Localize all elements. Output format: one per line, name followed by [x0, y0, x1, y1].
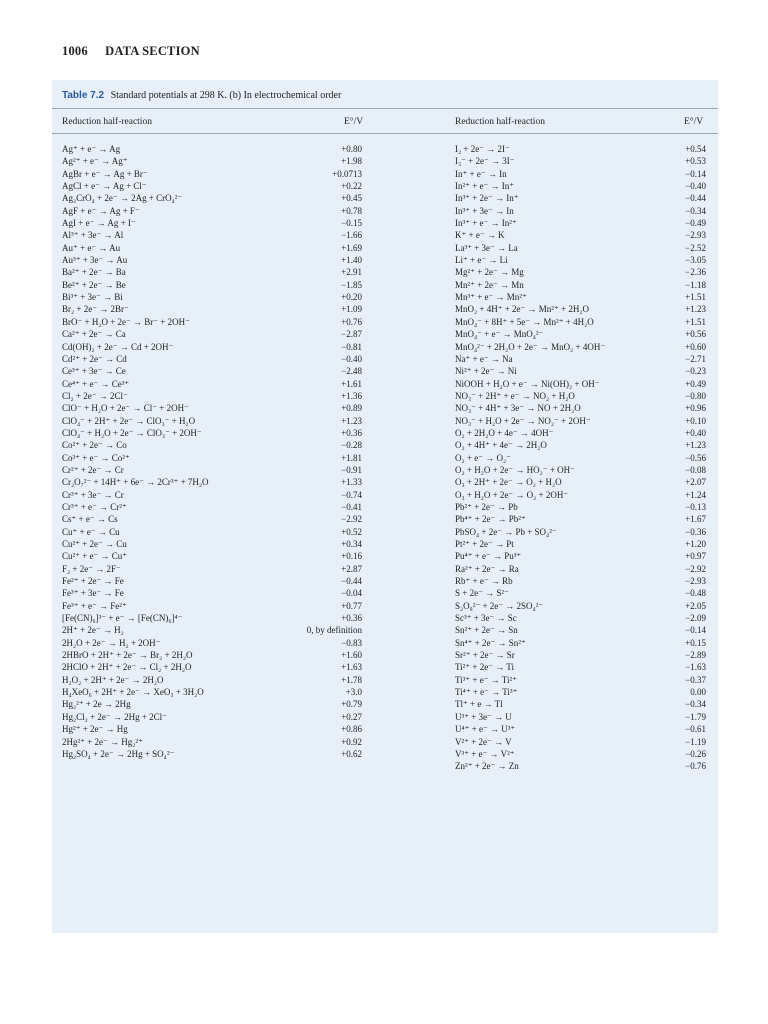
table-row [52, 624, 718, 636]
right-column [52, 143, 718, 773]
standard-potential: +1.36 [341, 390, 362, 401]
standard-potential: +3.0 [345, 687, 362, 698]
half-reaction: 2H₂O + 2e⁻ → H₂ + 2OH⁻ [62, 637, 161, 648]
half-reaction: AgCl + e⁻ → Ag + Cl⁻ [62, 181, 147, 192]
table-row [52, 229, 718, 241]
half-reaction: H₂O₂ + 2H⁺ + 2e⁻ → 2H₂O [62, 674, 164, 685]
standard-potential: +0.40 [685, 427, 706, 438]
standard-potential: −0.23 [685, 366, 706, 377]
standard-potential: −0.49 [685, 218, 706, 229]
table-row [52, 563, 718, 575]
half-reaction: S + 2e⁻ → S²⁻ [455, 588, 509, 599]
half-reaction: Sn⁴⁺ + 2e⁻ → Sn²⁺ [455, 637, 526, 648]
table-row [52, 587, 718, 599]
half-reaction: Cl₂ + 2e⁻ → 2Cl⁻ [62, 390, 128, 401]
half-reaction: Bi³⁺ + 3e⁻ → Bi [62, 292, 123, 303]
table-row [52, 698, 718, 710]
standard-potential: −2.36 [685, 267, 706, 278]
half-reaction: Cd(OH)₂ + 2e⁻ → Cd + 2OH⁻ [62, 341, 174, 352]
half-reaction: Ba²⁺ + 2e⁻ → Ba [62, 267, 126, 278]
half-reaction: [Fe(CN)₆]³⁻ + e⁻ → [Fe(CN)₆]⁴⁻ [62, 613, 183, 624]
half-reaction: Pt²⁺ + 2e⁻ → Pt [455, 539, 514, 549]
standard-potential: +0.78 [341, 205, 362, 216]
standard-potential: −0.44 [341, 576, 362, 587]
standard-potential: −0.04 [341, 588, 362, 599]
table-row [52, 711, 718, 723]
standard-potential: +1.81 [341, 452, 362, 463]
standard-potential: +1.51 [685, 292, 706, 303]
table-row [52, 402, 718, 414]
half-reaction: Ti³⁺ + e⁻ → Ti²⁺ [455, 674, 517, 685]
standard-potential: +0.62 [341, 748, 362, 759]
half-reaction: Pu⁴⁺ + e⁻ → Pu³⁺ [455, 551, 522, 562]
half-reaction: NiOOH + H₂O + e⁻ → Ni(OH)₂ + OH⁻ [455, 378, 600, 389]
half-reaction: Mn²⁺ + 2e⁻ → Mn [455, 279, 524, 290]
standard-potential: +0.49 [685, 378, 706, 389]
half-reaction: Pb⁴⁺ + 2e⁻ → Pb²⁺ [455, 514, 526, 525]
section-title: DATA SECTION [105, 44, 200, 58]
half-reaction: AgF + e⁻ → Ag + F⁻ [62, 205, 140, 216]
half-reaction: Al³⁺ + 3e⁻ → Al [62, 230, 124, 241]
standard-potential: −0.81 [341, 341, 362, 352]
half-reaction: In³⁺ + 3e⁻ → In [455, 205, 514, 216]
standard-potential: +0.60 [685, 341, 706, 352]
standard-potential: −1.19 [685, 736, 706, 747]
half-reaction: Ni²⁺ + 2e⁻ → Ni [455, 366, 517, 377]
standard-potential: −0.15 [341, 218, 362, 229]
half-reaction: V²⁺ + 2e⁻ → V [455, 736, 512, 747]
standard-potential: +0.54 [685, 144, 706, 154]
standard-potential: +0.96 [685, 403, 706, 414]
half-reaction: MnO₄⁻ + 8H⁺ + 5e⁻ → Mn²⁺ + 4H₂O [455, 316, 594, 327]
standard-potential: −0.48 [685, 588, 706, 599]
table-row [52, 279, 718, 291]
half-reaction: MnO₂ + 4H⁺ + 2e⁻ → Mn²⁺ + 2H₂O [455, 304, 589, 315]
standard-potential: −1.85 [341, 279, 362, 290]
table-row [52, 291, 718, 303]
half-reaction: ClO₄⁻ + 2H⁺ + 2e⁻ → ClO₃⁻ + H₂O [62, 415, 196, 426]
half-reaction: In²⁺ + e⁻ → In⁺ [455, 181, 515, 192]
standard-potential: −0.40 [685, 181, 706, 192]
table-row [52, 217, 718, 229]
standard-potential: +1.09 [341, 304, 362, 315]
standard-potential: −2.52 [685, 242, 706, 253]
half-reaction: Ti²⁺ + 2e⁻ → Ti [455, 662, 514, 673]
half-reaction: O₃ + H₂O + 2e⁻ → O₂ + 2OH⁻ [455, 489, 569, 500]
standard-potential: −0.08 [685, 464, 706, 475]
half-reaction: Hg₂²⁺ + 2e → 2Hg [62, 699, 131, 710]
standard-potential: 0, by definition [306, 625, 362, 636]
half-reaction: I₃⁻ + 2e⁻ → 3I⁻ [455, 156, 515, 167]
table-row [52, 316, 718, 328]
half-reaction: BrO⁻ + H₂O + 2e⁻ → Br⁻ + 2OH⁻ [62, 316, 190, 327]
half-reaction: Sc³⁺ + 3e⁻ → Sc [455, 613, 517, 624]
half-reaction: Co²⁺ + 2e⁻ → Co [62, 440, 127, 451]
half-reaction: Cd²⁺ + 2e⁻ → Cd [62, 353, 127, 364]
table-row [52, 303, 718, 315]
standard-potential: −2.48 [341, 366, 362, 377]
half-reaction: Fe²⁺ + 2e⁻ → Fe [62, 576, 124, 587]
half-reaction: Au³⁺ + 3e⁻ → Au [62, 255, 128, 266]
standard-potential: −0.74 [341, 489, 362, 500]
table-row [52, 464, 718, 476]
standard-potential: +0.0713 [332, 168, 362, 179]
standard-potential: +0.52 [341, 526, 362, 537]
half-reaction: NO₃⁻ + H₂O + 2e⁻ → NO₂⁻ + 2OH⁻ [455, 415, 591, 426]
standard-potential: −0.80 [685, 390, 706, 401]
table-row [52, 748, 718, 760]
standard-potential: +0.36 [341, 613, 362, 624]
table-row [52, 452, 718, 464]
standard-potential: −0.61 [685, 724, 706, 735]
table-rule-top [52, 108, 718, 109]
standard-potential: +0.92 [341, 736, 362, 747]
standard-potential: +0.77 [341, 600, 362, 611]
standard-potential: −2.71 [685, 353, 706, 364]
standard-potential: +0.22 [341, 181, 362, 192]
table-row [52, 266, 718, 278]
standard-potential: +1.78 [341, 674, 362, 685]
standard-potential: +1.23 [341, 415, 362, 426]
standard-potential: −0.34 [685, 699, 706, 710]
half-reaction: MnO₄²⁻ + 2H₂O + 2e⁻ → MnO₂ + 4OH⁻ [455, 341, 606, 352]
table-row [52, 513, 718, 525]
table-row [52, 353, 718, 365]
table-row [52, 242, 718, 254]
standard-potential: +1.61 [341, 378, 362, 389]
table-row [52, 661, 718, 673]
table-row [52, 538, 718, 550]
table-row [52, 427, 718, 439]
standard-potential: +0.86 [341, 724, 362, 735]
standard-potential: 0.00 [690, 687, 706, 698]
standard-potential: +1.63 [341, 662, 362, 673]
half-reaction: AgBr + e⁻ → Ag + Br⁻ [62, 168, 148, 179]
half-reaction: Ra²⁺ + 2e⁻ → Ra [455, 563, 519, 574]
half-reaction: H₄XeO₆ + 2H⁺ + 2e⁻ → XeO₃ + 3H₂O [62, 687, 204, 698]
half-reaction: Ca²⁺ + 2e⁻ → Ca [62, 329, 126, 340]
standard-potential: −0.91 [341, 464, 362, 475]
half-reaction: ClO₄⁻ + H₂O + 2e⁻ → ClO₃⁻ + 2OH⁻ [62, 427, 202, 438]
half-reaction: Mn³⁺ + e⁻ → Mn²⁺ [455, 292, 527, 303]
half-reaction: 2HClO + 2H⁺ + 2e⁻ → Cl₂ + 2H₂O [62, 662, 192, 673]
standard-potential: −0.56 [685, 452, 706, 463]
standard-potential: +0.15 [685, 637, 706, 648]
half-reaction: Ti⁴⁺ + e⁻ → Ti³⁺ [455, 687, 518, 698]
table-row [52, 180, 718, 192]
standard-potential: +0.27 [341, 711, 362, 722]
half-reaction: Sn²⁺ + 2e⁻ → Sn [455, 625, 518, 636]
standard-potential: −0.44 [685, 193, 706, 204]
standard-potential: +1.23 [685, 440, 706, 451]
standard-potential: +0.53 [685, 156, 706, 167]
standard-potential: −2.09 [685, 613, 706, 624]
half-reaction: U⁴⁺ + e⁻ → U³⁺ [455, 724, 516, 735]
table-row [52, 476, 718, 488]
table-row [52, 328, 718, 340]
standard-potential: −2.87 [341, 329, 362, 340]
standard-potential: −0.28 [341, 440, 362, 451]
half-reaction: Cu²⁺ + e⁻ → Cu⁺ [62, 551, 128, 562]
half-reaction: AgI + e⁻ → Ag + I⁻ [62, 218, 136, 229]
standard-potential: +0.34 [341, 539, 362, 549]
table-row [52, 489, 718, 501]
standard-potential: −1.18 [685, 279, 706, 290]
table-row [52, 760, 718, 772]
standard-potential: −0.36 [685, 526, 706, 537]
half-reaction: Hg₂Cl₂ + 2e⁻ → 2Hg + 2Cl⁻ [62, 711, 167, 722]
table-row [52, 205, 718, 217]
half-reaction: Ag²⁺ + e⁻ → Ag⁺ [62, 156, 128, 167]
half-reaction: Cr₂O₇²⁻ + 14H⁺ + 6e⁻ → 2Cr³⁺ + 7H₂O [62, 477, 209, 488]
half-reaction: Hg₂SO₄ + 2e⁻ → 2Hg + SO₄²⁻ [62, 748, 175, 759]
standard-potential: +1.67 [685, 514, 706, 525]
half-reaction: Cu⁺ + e⁻ → Cu [62, 526, 120, 537]
table-row [52, 550, 718, 562]
col-header-reaction-left: Reduction half-reaction [62, 117, 152, 127]
standard-potential: −2.89 [685, 650, 706, 661]
col-header-potential-left: E°/V [344, 117, 364, 127]
table-row [52, 526, 718, 538]
standard-potential: −0.34 [685, 205, 706, 216]
standard-potential: +0.45 [341, 193, 362, 204]
half-reaction: Ag₂CrO₄ + 2e⁻ → 2Ag + CrO₄²⁻ [62, 193, 183, 204]
half-reaction: Fe³⁺ + 3e⁻ → Fe [62, 588, 124, 599]
table-row [52, 686, 718, 698]
half-reaction: O₂ + 2H₂O + 4e⁻ → 4OH⁻ [455, 427, 554, 438]
page-number: 1006 [62, 44, 88, 58]
half-reaction: NO₃⁻ + 2H⁺ + e⁻ → NO₂ + H₂O [455, 390, 575, 401]
table-row [52, 192, 718, 204]
standard-potential: −2.92 [685, 563, 706, 574]
standard-potential: −3.05 [685, 255, 706, 266]
half-reaction: F₂ + 2e⁻ → 2F⁻ [62, 563, 121, 574]
table-row [52, 415, 718, 427]
half-reaction: Rb⁺ + e⁻ → Rb [455, 576, 513, 587]
table-row [52, 390, 718, 402]
table-row [52, 143, 718, 155]
standard-potential: +0.76 [341, 316, 362, 327]
table-row [52, 155, 718, 167]
col-header-potential-right: E°/V [684, 117, 704, 127]
table-row [52, 501, 718, 513]
standard-potential: −0.76 [685, 761, 706, 772]
half-reaction: PbSO₄ + 2e⁻ → Pb + SO₄²⁻ [455, 526, 557, 537]
standard-potential: +1.20 [685, 539, 706, 549]
half-reaction: Pb²⁺ + 2e⁻ → Pb [455, 501, 518, 512]
table-row [52, 254, 718, 266]
half-reaction: O₂ + 4H⁺ + 4e⁻ → 2H₂O [455, 440, 547, 451]
half-reaction: Mg²⁺ + 2e⁻ → Mg [455, 267, 524, 278]
half-reaction: Br₂ + 2e⁻ → 2Br⁻ [62, 304, 129, 315]
half-reaction: Cr³⁺ + e⁻ → Cr²⁺ [62, 501, 127, 512]
standard-potential: +0.89 [341, 403, 362, 414]
standard-potential: +1.60 [341, 650, 362, 661]
table-row [52, 378, 718, 390]
standard-potential: −1.66 [341, 230, 362, 241]
standard-potential: +0.16 [341, 551, 362, 562]
half-reaction: 2H⁺ + 2e⁻ → H₂ [62, 625, 124, 636]
standard-potential: +1.24 [685, 489, 706, 500]
standard-potential: +0.56 [685, 329, 706, 340]
table-rule-header [52, 133, 718, 134]
half-reaction: S₂O₈²⁻ + 2e⁻ → 2SO₄²⁻ [455, 600, 544, 611]
half-reaction: Cr³⁺ + 3e⁻ → Cr [62, 489, 124, 500]
table-row [52, 365, 718, 377]
standard-potential: +2.87 [341, 563, 362, 574]
half-reaction: Zn²⁺ + 2e⁻ → Zn [455, 761, 519, 772]
half-reaction: Ag⁺ + e⁻ → Ag [62, 144, 121, 154]
standard-potential: −0.41 [341, 501, 362, 512]
half-reaction: MnO₄⁻ + e⁻ → MnO₄²⁻ [455, 329, 544, 340]
half-reaction: Cr²⁺ + 2e⁻ → Cr [62, 464, 124, 475]
table-row [52, 612, 718, 624]
half-reaction: V³⁺ + e⁻ → V²⁺ [455, 748, 515, 759]
standard-potential: +0.79 [341, 699, 362, 710]
table-row [52, 736, 718, 748]
half-reaction: O₂ + H₂O + 2e⁻ → HO₂⁻ + OH⁻ [455, 464, 575, 475]
half-reaction: K⁺ + e⁻ → K [455, 230, 505, 241]
half-reaction: Cs⁺ + e⁻ → Cs [62, 514, 118, 525]
standard-potential: +1.51 [685, 316, 706, 327]
half-reaction: Au⁺ + e⁻ → Au [62, 242, 121, 253]
half-reaction: Be²⁺ + 2e⁻ → Be [62, 279, 126, 290]
half-reaction: U³⁺ + 3e⁻ → U [455, 711, 512, 722]
standard-potential: −0.14 [685, 625, 706, 636]
table-row [52, 439, 718, 451]
table-row [52, 600, 718, 612]
table-caption [62, 90, 341, 101]
half-reaction: Sr²⁺ + 2e⁻ → Sr [455, 650, 515, 661]
half-reaction: Ce³⁺ + 3e⁻ → Ce [62, 366, 126, 377]
standard-potential: −0.26 [685, 748, 706, 759]
standard-potential: +1.40 [341, 255, 362, 266]
half-reaction: Li⁺ + e⁻ → Li [455, 255, 508, 266]
standard-potential: +1.69 [341, 242, 362, 253]
data-table [52, 80, 718, 933]
half-reaction: NO₃⁻ + 4H⁺ + 3e⁻ → NO + 2H₂O [455, 403, 581, 414]
standard-potential: +0.80 [341, 144, 362, 154]
standard-potential: +0.10 [685, 415, 706, 426]
standard-potential: −0.13 [685, 501, 706, 512]
standard-potential: +1.33 [341, 477, 362, 488]
standard-potential: −2.93 [685, 576, 706, 587]
half-reaction: 2HBrO + 2H⁺ + 2e⁻ → Br₂ + 2H₂O [62, 650, 193, 661]
standard-potential: +0.97 [685, 551, 706, 562]
half-reaction: Fe³⁺ + e⁻ → Fe²⁺ [62, 600, 127, 611]
table-label: Table 7.2 [62, 90, 105, 101]
half-reaction: 2Hg²⁺ + 2e⁻ → Hg₂²⁺ [62, 736, 143, 747]
half-reaction: Na⁺ + e⁻ → Na [455, 353, 513, 364]
standard-potential: −2.93 [685, 230, 706, 241]
table-row [52, 637, 718, 649]
half-reaction: ClO⁻ + H₂O + 2e⁻ → Cl⁻ + 2OH⁻ [62, 403, 189, 414]
half-reaction: Ce⁴⁺ + e⁻ → Ce³⁺ [62, 378, 130, 389]
half-reaction: In⁺ + e⁻ → In [455, 168, 507, 179]
standard-potential: −0.40 [341, 353, 362, 364]
half-reaction: Hg²⁺ + 2e⁻ → Hg [62, 724, 128, 735]
standard-potential: +2.07 [685, 477, 706, 488]
standard-potential: −1.79 [685, 711, 706, 722]
half-reaction: Tl⁺ + e → Tl [455, 699, 503, 710]
standard-potential: −0.14 [685, 168, 706, 179]
table-row [52, 341, 718, 353]
half-reaction: La³⁺ + 3e⁻ → La [455, 242, 518, 253]
table-row [52, 674, 718, 686]
standard-potential: −0.37 [685, 674, 706, 685]
half-reaction: I₂ + 2e⁻ → 2I⁻ [455, 144, 510, 154]
standard-potential: −1.63 [685, 662, 706, 673]
table-row [52, 168, 718, 180]
col-header-reaction-right: Reduction half-reaction [455, 117, 545, 127]
half-reaction: Co³⁺ + e⁻ → Co²⁺ [62, 452, 130, 463]
standard-potential: +1.98 [341, 156, 362, 167]
half-reaction: Cu²⁺ + 2e⁻ → Cu [62, 539, 127, 549]
half-reaction: O₂ + e⁻ → O₂⁻ [455, 452, 511, 463]
half-reaction: O₃ + 2H⁺ + 2e⁻ → O₂ + H₂O [455, 477, 562, 488]
standard-potential: +0.36 [341, 427, 362, 438]
half-reaction: In³⁺ + e⁻ → In²⁺ [455, 218, 517, 229]
half-reaction: In³⁺ + 2e⁻ → In⁺ [455, 193, 519, 204]
table-row [52, 575, 718, 587]
standard-potential: −2.92 [341, 514, 362, 525]
table-row [52, 723, 718, 735]
standard-potential: −0.83 [341, 637, 362, 648]
page-header [62, 44, 200, 59]
standard-potential: +2.05 [685, 600, 706, 611]
standard-potential: +2.91 [341, 267, 362, 278]
table-caption-text: Standard potentials at 298 K. (b) In electrochemical order [110, 90, 342, 101]
standard-potential: +0.20 [341, 292, 362, 303]
standard-potential: +1.23 [685, 304, 706, 315]
table-row [52, 649, 718, 661]
